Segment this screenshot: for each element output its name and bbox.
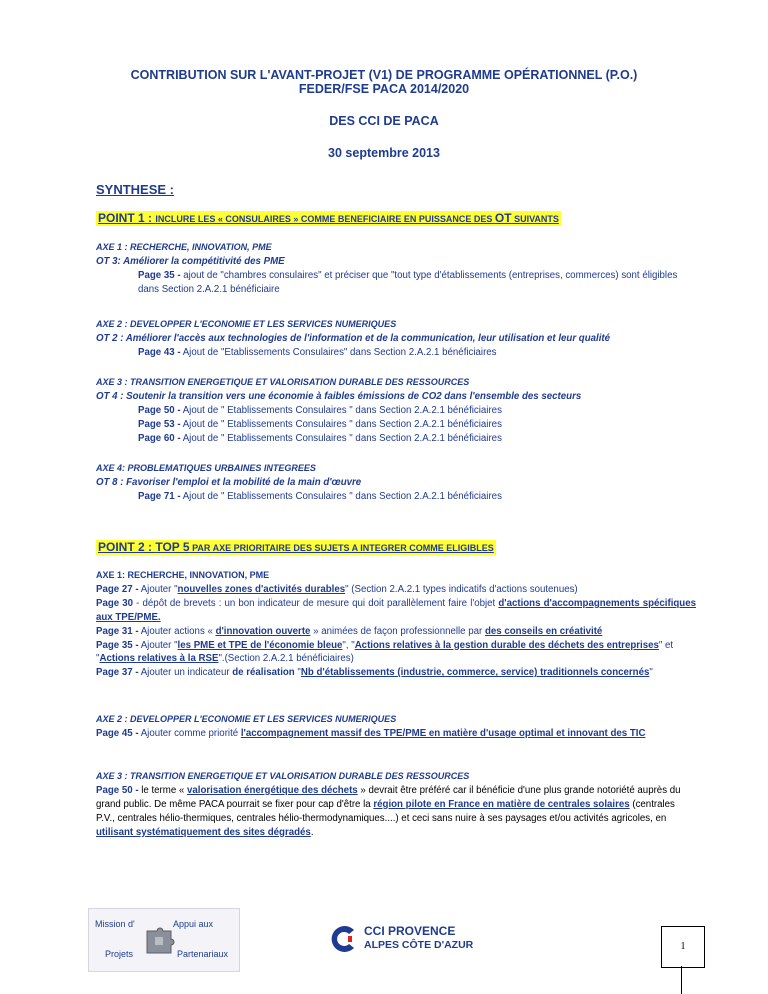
text-run: " <box>649 667 653 679</box>
axe-title: AXE 1 : RECHERCHE, INNOVATION, PME <box>96 242 272 252</box>
page-item <box>96 418 696 432</box>
page-ref: Page 27 - <box>96 583 139 595</box>
text-run: » devrait être préféré car il bénéficie d'une plus grande notoriété auprès du grand public. De même PACA pourrait se fixer pour cap d'être la <box>96 784 681 810</box>
point-1-tail: SUIVANTS <box>511 214 559 224</box>
doc-title-line-1: CONTRIBUTION SUR L'AVANT-PROJET (V1) DE PROGRAMME OPÉRATIONNEL (P.O.) <box>130 68 638 82</box>
underlined-term: des conseils en créativité <box>484 625 603 637</box>
axe-title: AXE 2 : DEVELOPPER L'ECONOMIE ET LES SERVICES NUMERIQUES <box>96 714 397 724</box>
page-ref: Page 35 - <box>138 269 181 281</box>
page-ref: Page 53 - <box>138 418 181 430</box>
ot-title: OT 3: Améliorer la compétitivité des PME <box>96 255 285 267</box>
text-run: " et " <box>96 639 674 665</box>
cci-name-line-2: ALPES CÔTE D'AZUR <box>364 939 474 951</box>
underlined-term: région pilote en France en matière de centrales solaires <box>373 798 630 810</box>
axe-title: AXE 1: RECHERCHE, INNOVATION, PME <box>96 570 270 580</box>
page-item <box>96 727 696 741</box>
underlined-term: les PME et TPE de l'économie bleue <box>177 639 343 651</box>
page-ref: Page 31 - <box>96 625 139 637</box>
page-item <box>96 639 696 667</box>
page-number-line <box>681 966 682 994</box>
point-2-axe-2 <box>96 713 696 741</box>
cci-logo-icon <box>326 922 360 956</box>
doc-subtitle: DES CCI DE PACA <box>329 114 439 128</box>
axe-title: AXE 4: PROBLEMATIQUES URBAINES INTEGREES <box>96 463 316 473</box>
page-item <box>96 597 696 625</box>
page-ref: Page 50 - <box>96 784 139 796</box>
underlined-term: valorisation énergétique des déchets <box>187 784 358 796</box>
point-2-axe-1 <box>96 569 696 680</box>
text-run: Ajouter un indicateur <box>138 667 233 679</box>
point-2-heading <box>96 540 496 555</box>
point-2-top: TOP 5 <box>155 540 190 554</box>
logo-word-2: Appui aux <box>173 919 214 929</box>
point-1-axe-3 <box>96 376 696 446</box>
page-item <box>96 625 696 639</box>
axe-title: AXE 3 : TRANSITION ENERGETIQUE ET VALORISATION DURABLE DES RESSOURCES <box>96 377 470 387</box>
text-run: " (Section 2.A.2.1 types indicatifs d'actions soutenues) <box>345 583 578 595</box>
page-ref: Page 45 - <box>96 727 139 739</box>
bold-term: de réalisation <box>232 667 295 679</box>
point-2-axe-3 <box>96 770 696 840</box>
text-run: ".(Section 2.A.2.1 bénéficiaires) <box>218 653 354 665</box>
underlined-term: nouvelles zones d'activités durables <box>177 583 346 595</box>
point-1-text: INCLURE LES « CONSULAIRES » COMME BENEFICIAIRE EN PUISSANCE DES <box>155 214 495 224</box>
text-run: » animées de façon professionnelle par <box>310 625 485 637</box>
page-ref: Page 71 - <box>138 490 181 502</box>
page-ref: Page 50 - <box>138 404 181 416</box>
ot-title: OT 4 : Soutenir la transition vers une économie à faibles émissions de CO2 dans l'ensemble des secteurs <box>96 390 582 402</box>
puzzle-icon <box>143 925 179 957</box>
text-run: . <box>310 826 314 838</box>
page-item <box>96 404 696 418</box>
page-item <box>96 432 696 446</box>
page-item-text: Ajout de " Etablissements Consulaires " dans Section 2.A.2.1 bénéficiaires <box>180 490 502 502</box>
page-item-text: Ajout de " Etablissements Consulaires " dans Section 2.A.2.1 bénéficiaires <box>180 418 502 430</box>
page-item <box>96 269 696 297</box>
synthese-heading: SYNTHESE : <box>96 182 175 197</box>
logo-word-4: Partenariaux <box>177 949 229 959</box>
point-1-label: POINT 1 : <box>98 211 156 225</box>
point-1-axe-2 <box>96 318 696 360</box>
page-ref: Page 60 - <box>138 432 181 444</box>
point-1-heading <box>96 211 561 226</box>
mission-appui-logo <box>88 908 240 972</box>
point-2-label: POINT 2 : <box>98 540 156 554</box>
underlined-term: Actions relatives à la RSE <box>99 653 219 665</box>
point-1-axe-1 <box>96 241 696 297</box>
cci-name-line-1: CCI PROVENCE <box>364 924 456 938</box>
text-run: Ajouter comme priorité <box>138 727 241 739</box>
point-2-text: PAR AXE PRIORITAIRE DES SUJETS A INTEGRER COMME ELIGIBLES <box>189 543 494 553</box>
ot-title: OT 2 : Améliorer l'accès aux technologies de l'information et de la communication, leur utilisation et leur qualité <box>96 332 611 344</box>
text-run: - dépôt de brevets : un bon indicateur de mesure qui doit parallèlement faire l'objet <box>133 597 499 609</box>
page-item <box>96 490 696 504</box>
page-item <box>96 666 696 680</box>
page-item-text: ajout de "chambres consulaires" et préciser que "tout type d'établissements (entreprises, commerces) sont éligibles dans Section 2.A.2.1 bénéficiaire <box>138 269 678 295</box>
axe-title: AXE 2 : DEVELOPPER L'ECONOMIE ET LES SERVICES NUMERIQUES <box>96 319 397 329</box>
page-item <box>96 346 696 360</box>
point-1-axe-4 <box>96 462 696 504</box>
page-item-text: Ajout de " Etablissements Consulaires " dans Section 2.A.2.1 bénéficiaires <box>180 432 502 444</box>
text-run: (centrales P.V., centrales hélio-thermiques, centrales hélio-thermodynamiques....) et ceci sans nuire à ses paysages et/ou activités agricoles, en <box>96 798 675 824</box>
page-number: 1 <box>661 926 705 968</box>
doc-date: 30 septembre 2013 <box>328 146 440 160</box>
page-ref: Page 43 - <box>138 346 181 358</box>
underlined-term: utilisant systématiquement des sites dégradés <box>96 826 311 838</box>
underlined-term: Nb d'établissements (industrie, commerce, service) traditionnels concernés <box>300 667 650 679</box>
page-ref: Page 35 - <box>96 639 139 651</box>
ot-title: OT 8 : Favoriser l'emploi et la mobilité de la main d'œuvre <box>96 476 362 488</box>
text-run: " <box>294 667 301 679</box>
underlined-term: l'accompagnement massif des TPE/PME en matière d'usage optimal et innovant des TIC <box>240 727 646 739</box>
underlined-term: Actions relatives à la gestion durable des déchets des entreprises <box>354 639 659 651</box>
cci-paca-logo <box>326 922 486 958</box>
page-item <box>96 784 696 840</box>
page-item <box>96 583 696 597</box>
page-item-text: Ajout de " Etablissements Consulaires " dans Section 2.A.2.1 bénéficiaires <box>180 404 502 416</box>
text-run: Ajouter " <box>138 583 178 595</box>
text-run: ", " <box>342 639 355 651</box>
text-run: Ajouter " <box>138 639 178 651</box>
point-1-ot: OT <box>494 211 512 225</box>
logo-word-3: Projets <box>105 949 134 959</box>
page-ref: Page 37 - <box>96 667 139 679</box>
logo-word-1: Mission d' <box>95 919 135 929</box>
page-item-text: Ajout de "Etablissements Consulaires" dans Section 2.A.2.1 bénéficiaires <box>180 346 497 358</box>
axe-title: AXE 3 : TRANSITION ENERGETIQUE ET VALORISATION DURABLE DES RESSOURCES <box>96 771 470 781</box>
doc-title-line-2: FEDER/FSE PACA 2014/2020 <box>298 82 470 96</box>
text-run: Ajouter actions « <box>138 625 216 637</box>
text-run: le terme « <box>138 784 188 796</box>
underlined-term: d'innovation ouverte <box>215 625 311 637</box>
underlined-term: d'actions d'accompagnements spécifiques aux TPE/PME. <box>96 597 697 623</box>
page-ref: Page 30 <box>96 597 134 609</box>
